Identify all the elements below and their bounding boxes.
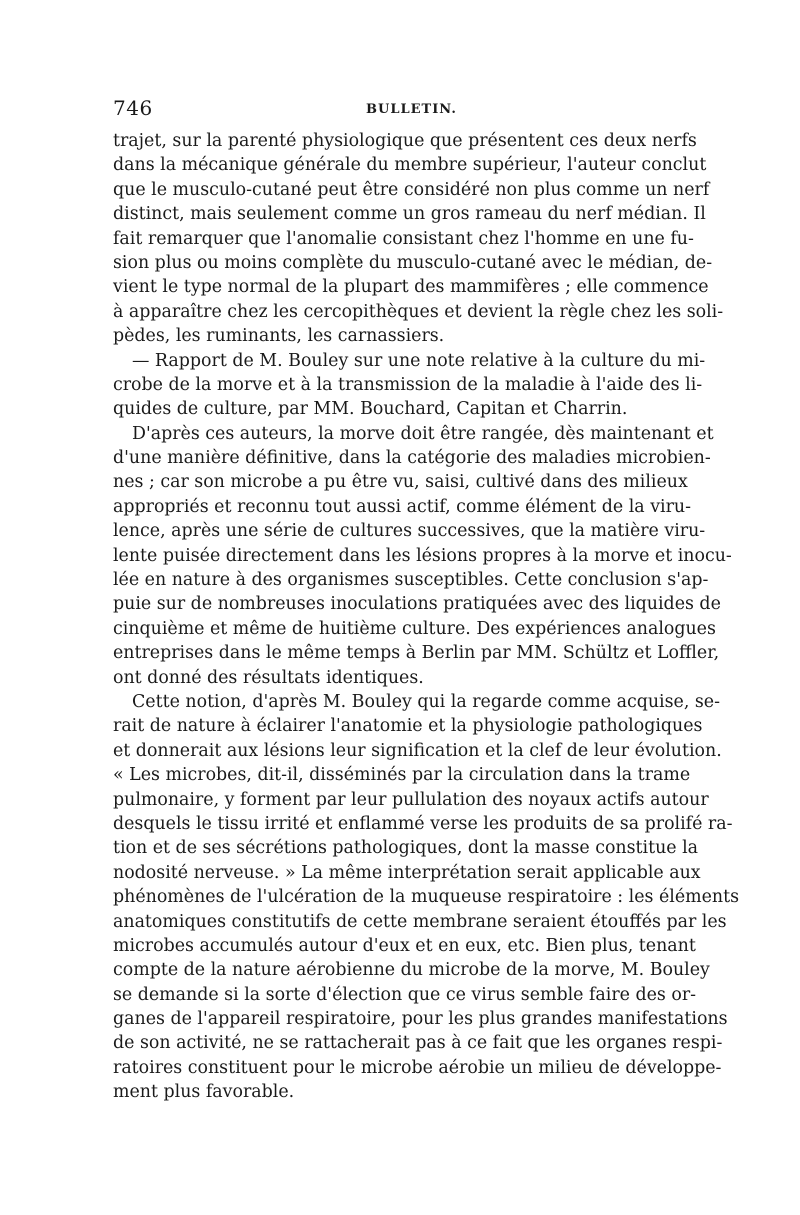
text-line: nodosité nerveuse. » La même interprétation serait applicable aux [113, 862, 701, 883]
text-line: D'après ces auteurs, la morve doit être rangée, dès maintenant et [132, 423, 714, 444]
text-line: quides de culture, par MM. Bouchard, Capitan et Charrin. [113, 399, 628, 420]
text-line: pèdes, les ruminants, les carnassiers. [113, 326, 445, 347]
text-line: de son activité, ne se rattacherait pas à ce fait que les organes respi- [113, 1033, 723, 1054]
text-line: « Les microbes, dit-il, disséminés par la circulation dans la trame [113, 765, 691, 786]
text-line: dans la mécanique générale du membre supérieur, l'auteur conclut [113, 155, 707, 176]
page-number: 746 [113, 96, 153, 120]
text-line: se demande si la sorte d'élection que ce virus semble faire des or- [113, 984, 697, 1005]
text-line: anatomiques constitutifs de cette membrane seraient étouffés par les [113, 911, 727, 932]
text-line: crobe de la morve et à la transmission de la maladie à l'aide des li- [113, 374, 703, 395]
text-line: ratoires constituent pour le microbe aérobie un milieu de développe- [113, 1057, 722, 1078]
text-line: et donnerait aux lésions leur signification et la clef de leur évolution. [113, 740, 722, 761]
text-line: nes ; car son microbe a pu être vu, saisi, cultivé dans des milieux [113, 472, 688, 493]
text-line: lente puisée directement dans les lésions propres à la morve et inocu- [113, 545, 732, 566]
text-line: appropriés et reconnu tout aussi actif, comme élément de la viru- [113, 496, 691, 517]
text-line: rait de nature à éclairer l'anatomie et la physiologie pathologiques [113, 716, 703, 737]
text-line: entreprises dans le même temps à Berlin par MM. Schültz et Loffler, [113, 643, 720, 664]
text-line: cinquième et même de huitième culture. Des expériences analogues [113, 618, 716, 639]
text-line: ment plus favorable. [113, 1082, 295, 1103]
text-line: lence, après une série de cultures successives, que la matière viru- [113, 521, 706, 542]
text-line: pulmonaire, y forment par leur pullulation des noyaux actifs autour [113, 789, 709, 810]
text-line: d'une manière définitive, dans la catégorie des maladies microbien- [113, 448, 711, 469]
text-line: compte de la nature aérobienne du microbe de la morve, M. Bouley [113, 960, 710, 981]
body-text [113, 129, 740, 1105]
text-line: distinct, mais seulement comme un gros rameau du nerf médian. Il [113, 204, 706, 225]
text-line: phénomènes de l'ulcération de la muqueuse respiratoire : les éléments [113, 887, 740, 908]
running-head: BULLETIN. [366, 102, 457, 117]
text-line: — Rapport de M. Bouley sur une note relative à la culture du mi- [132, 350, 706, 371]
text-line: tion et de ses sécrétions pathologiques, dont la masse constitue la [113, 838, 699, 859]
text-line: vient le type normal de la plupart des mammifères ; elle commence [113, 277, 709, 298]
page-header [113, 96, 693, 124]
text-line: ont donné des résultats identiques. [113, 667, 424, 688]
text-line: fait remarquer que l'anomalie consistant chez l'homme en une fu- [113, 228, 694, 249]
text-line: puie sur de nombreuses inoculations pratiquées avec des liquides de [113, 594, 721, 615]
text-line: trajet, sur la parenté physiologique que présentent ces deux nerfs [113, 131, 697, 151]
text-line: desquels le tissu irrité et enflammé verse les produits de sa prolifé ra- [113, 813, 733, 834]
text-line: Cette notion, d'après M. Bouley qui la regarde comme acquise, se- [132, 691, 720, 712]
text-line: microbes accumulés autour d'eux et en eux, etc. Bien plus, tenant [113, 935, 696, 956]
text-line: que le musculo-cutané peut être considéré non plus comme un nerf [113, 179, 710, 200]
text-line: lée en nature à des organismes susceptibles. Cette conclusion s'ap- [113, 570, 709, 591]
text-line: sion plus ou moins complète du musculo-cutané avec le médian, de- [113, 252, 713, 273]
text-line: à apparaître chez les cercopithèques et devient la règle chez les soli- [113, 301, 724, 322]
text-line: ganes de l'appareil respiratoire, pour les plus grandes manifestations [113, 1009, 728, 1030]
